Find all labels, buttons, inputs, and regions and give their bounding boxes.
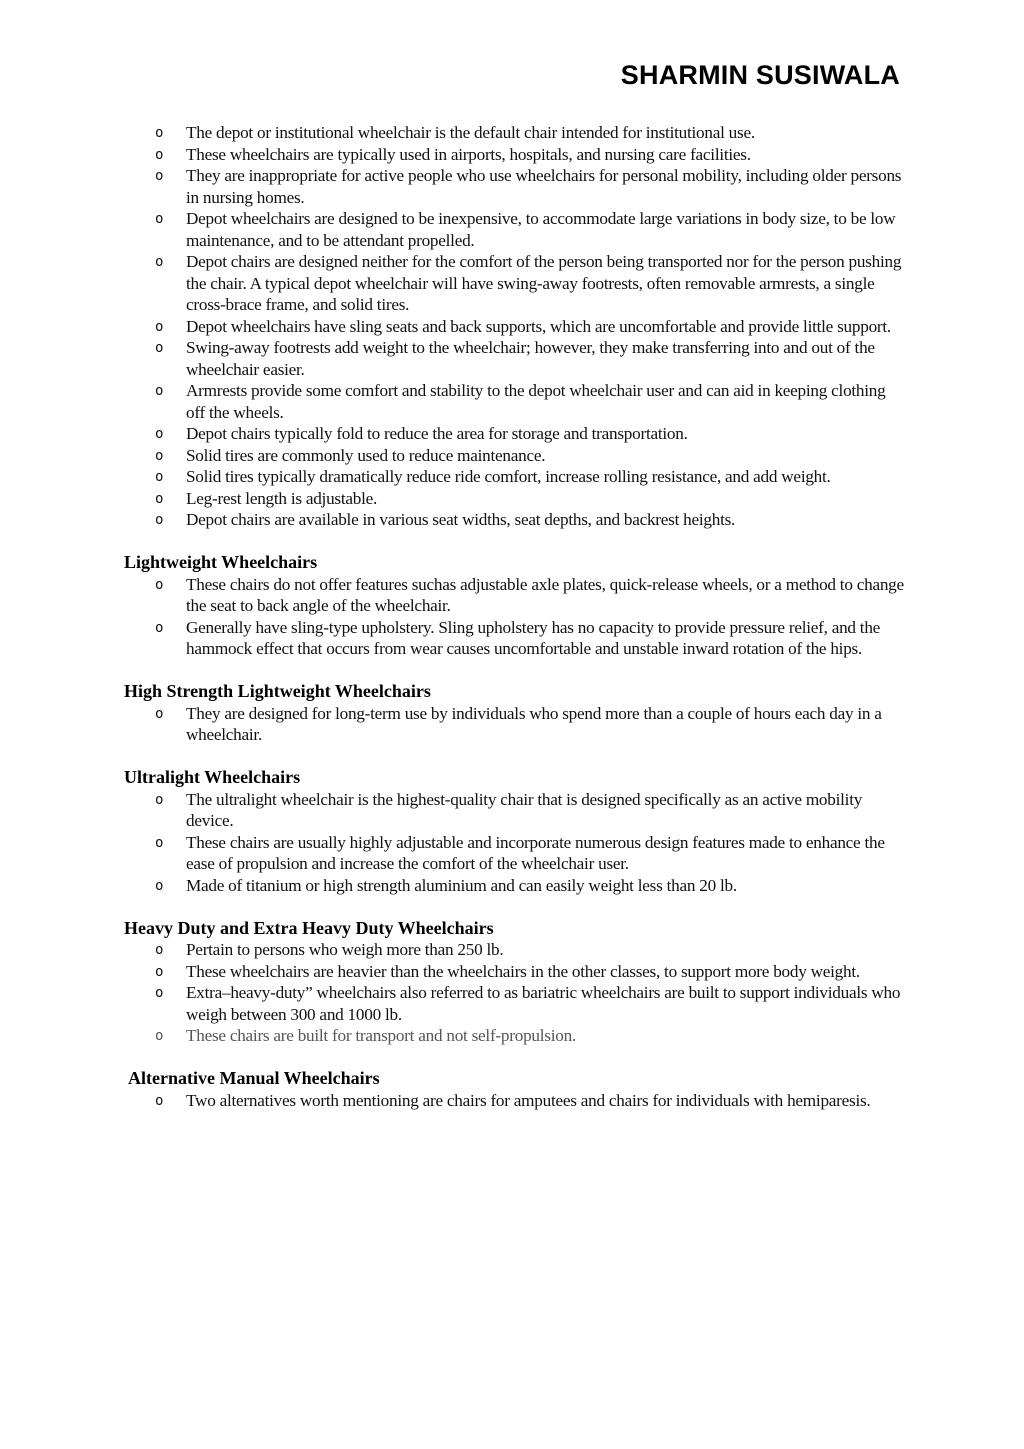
bullet-icon: o	[155, 791, 164, 808]
bullet-icon: o	[155, 985, 164, 1001]
list-item: o Depot wheelchairs have sling seats and back supports, which are uncomfortable and provide little support.	[124, 316, 904, 338]
list-item: o Leg-rest length is adjustable.	[124, 488, 904, 510]
list-item: o Armrests provide some comfort and stability to the depot wheelchair user and can aid in keeping clothing off the wheels.	[155, 381, 886, 422]
bullet-icon: o	[155, 318, 164, 335]
list-item: o These wheelchairs are heavier than the wheelchairs in the other classes, to support more body weight.	[124, 961, 904, 983]
list-item: o The depot or institutional wheelchair is the default chair intended for institutional use.	[124, 122, 904, 144]
bullet-icon: o	[155, 942, 164, 958]
list-item: o Extra–heavy-duty” wheelchairs also referred to as bariatric wheelchairs are built to support individuals who weigh between 300 and 1000 lb.	[155, 983, 901, 1024]
bullet-icon: o	[155, 125, 164, 141]
bullet-icon: o	[155, 1092, 164, 1109]
list-item: o These wheelchairs are typically used in airports, hospitals, and nursing care facilities.	[124, 144, 904, 166]
bullet-icon: o	[155, 340, 164, 356]
ultralight-list	[124, 789, 904, 897]
section-title-high-strength: High Strength Lightweight Wheelchairs	[124, 681, 431, 701]
list-item: o Swing-away footrests add weight to the wheelchair; however, they make transferring into and out of the wheelchair easier.	[155, 338, 875, 379]
list-item: o Made of titanium or high strength aluminium and can easily weight less than 20 lb.	[124, 875, 904, 897]
bullet-icon: o	[155, 834, 164, 851]
bullet-icon: o	[155, 146, 164, 163]
section-title-alternative: Alternative Manual Wheelchairs	[128, 1068, 380, 1088]
bullet-icon: o	[155, 877, 164, 894]
section-gap	[124, 896, 904, 918]
lightweight-list	[124, 574, 904, 660]
section-title-ultralight: Ultralight Wheelchairs	[124, 767, 301, 787]
bullet-icon: o	[155, 447, 164, 464]
list-item: o Pertain to persons who weigh more than 250 lb.	[124, 939, 904, 961]
list-item: o Depot wheelchairs are designed to be inexpensive, to accommodate large variations in body size, to be low maintenance, and to be attendant propelled.	[155, 209, 896, 250]
section-gap	[124, 1047, 904, 1069]
bullet-icon: o	[155, 576, 164, 593]
intro-list	[124, 122, 904, 531]
section-title-heavy-duty: Heavy Duty and Extra Heavy Duty Wheelchairs	[124, 917, 494, 938]
section-gap	[124, 531, 904, 553]
list-item: o Depot chairs are available in various seat widths, seat depths, and backrest heights.	[124, 509, 904, 531]
list-item: o Depot chairs are designed neither for the comfort of the person being transported nor for the person pushing the chair. A typical depot wheelchair will have swing-away footrests, often removable armrests, a single cross-brace frame, and solid tires.	[155, 252, 902, 314]
list-item: o They are designed for long-term use by individuals who spend more than a couple of hours each day in a wheelchair.	[155, 703, 882, 744]
list-item: o Two alternatives worth mentioning are chairs for amputees and chairs for individuals with hemiparesis.	[124, 1090, 904, 1112]
list-item: o The ultralight wheelchair is the highest-quality chair that is designed specifically as an active mobility device.	[155, 789, 863, 830]
bullet-icon: o	[155, 490, 164, 507]
bullet-icon: o	[155, 469, 164, 485]
list-item: o Generally have sling-type upholstery. Sling upholstery has no capacity to provide pressure relief, and the hammock effect that occurs from wear causes uncomfortable and unstable inward rotation of the hips.	[155, 617, 881, 658]
high-strength-list	[124, 703, 904, 746]
list-item: o Solid tires are commonly used to reduce maintenance.	[124, 445, 904, 467]
bullet-icon: o	[155, 254, 164, 270]
bullet-icon: o	[155, 705, 164, 722]
document-body	[124, 122, 904, 1111]
bullet-icon: o	[155, 211, 164, 227]
bullet-icon: o	[155, 512, 164, 528]
list-item: o They are inappropriate for active people who use wheelchairs for personal mobility, including older persons in nursing homes.	[155, 166, 902, 207]
list-item: o These chairs do not offer features suchas adjustable axle plates, quick-release wheels, or a method to change the seat to back angle of the wheelchair.	[155, 574, 904, 615]
list-item: o Depot chairs typically fold to reduce the area for storage and transportation.	[124, 423, 904, 445]
section-title-lightweight: Lightweight Wheelchairs	[124, 552, 318, 572]
bullet-icon: o	[155, 426, 164, 442]
bullet-icon: o	[155, 963, 164, 980]
page-header-name: SHARMIN SUSIWALA	[620, 60, 900, 90]
list-item: o These chairs are usually highly adjustable and incorporate numerous design features made to enhance the ease of propulsion and increase the comfort of the wheelchair user.	[155, 832, 885, 873]
section-gap	[124, 746, 904, 768]
list-item: o These chairs are built for transport and not self-propulsion.	[124, 1025, 904, 1047]
alternative-list	[124, 1090, 904, 1112]
bullet-icon: o	[155, 1028, 164, 1044]
list-item: o Solid tires typically dramatically reduce ride comfort, increase rolling resistance, and add weight.	[124, 466, 904, 488]
bullet-icon: o	[155, 383, 164, 399]
bullet-icon: o	[155, 168, 164, 184]
heavy-duty-list	[124, 939, 904, 1047]
section-gap	[124, 660, 904, 682]
bullet-icon: o	[155, 619, 164, 636]
